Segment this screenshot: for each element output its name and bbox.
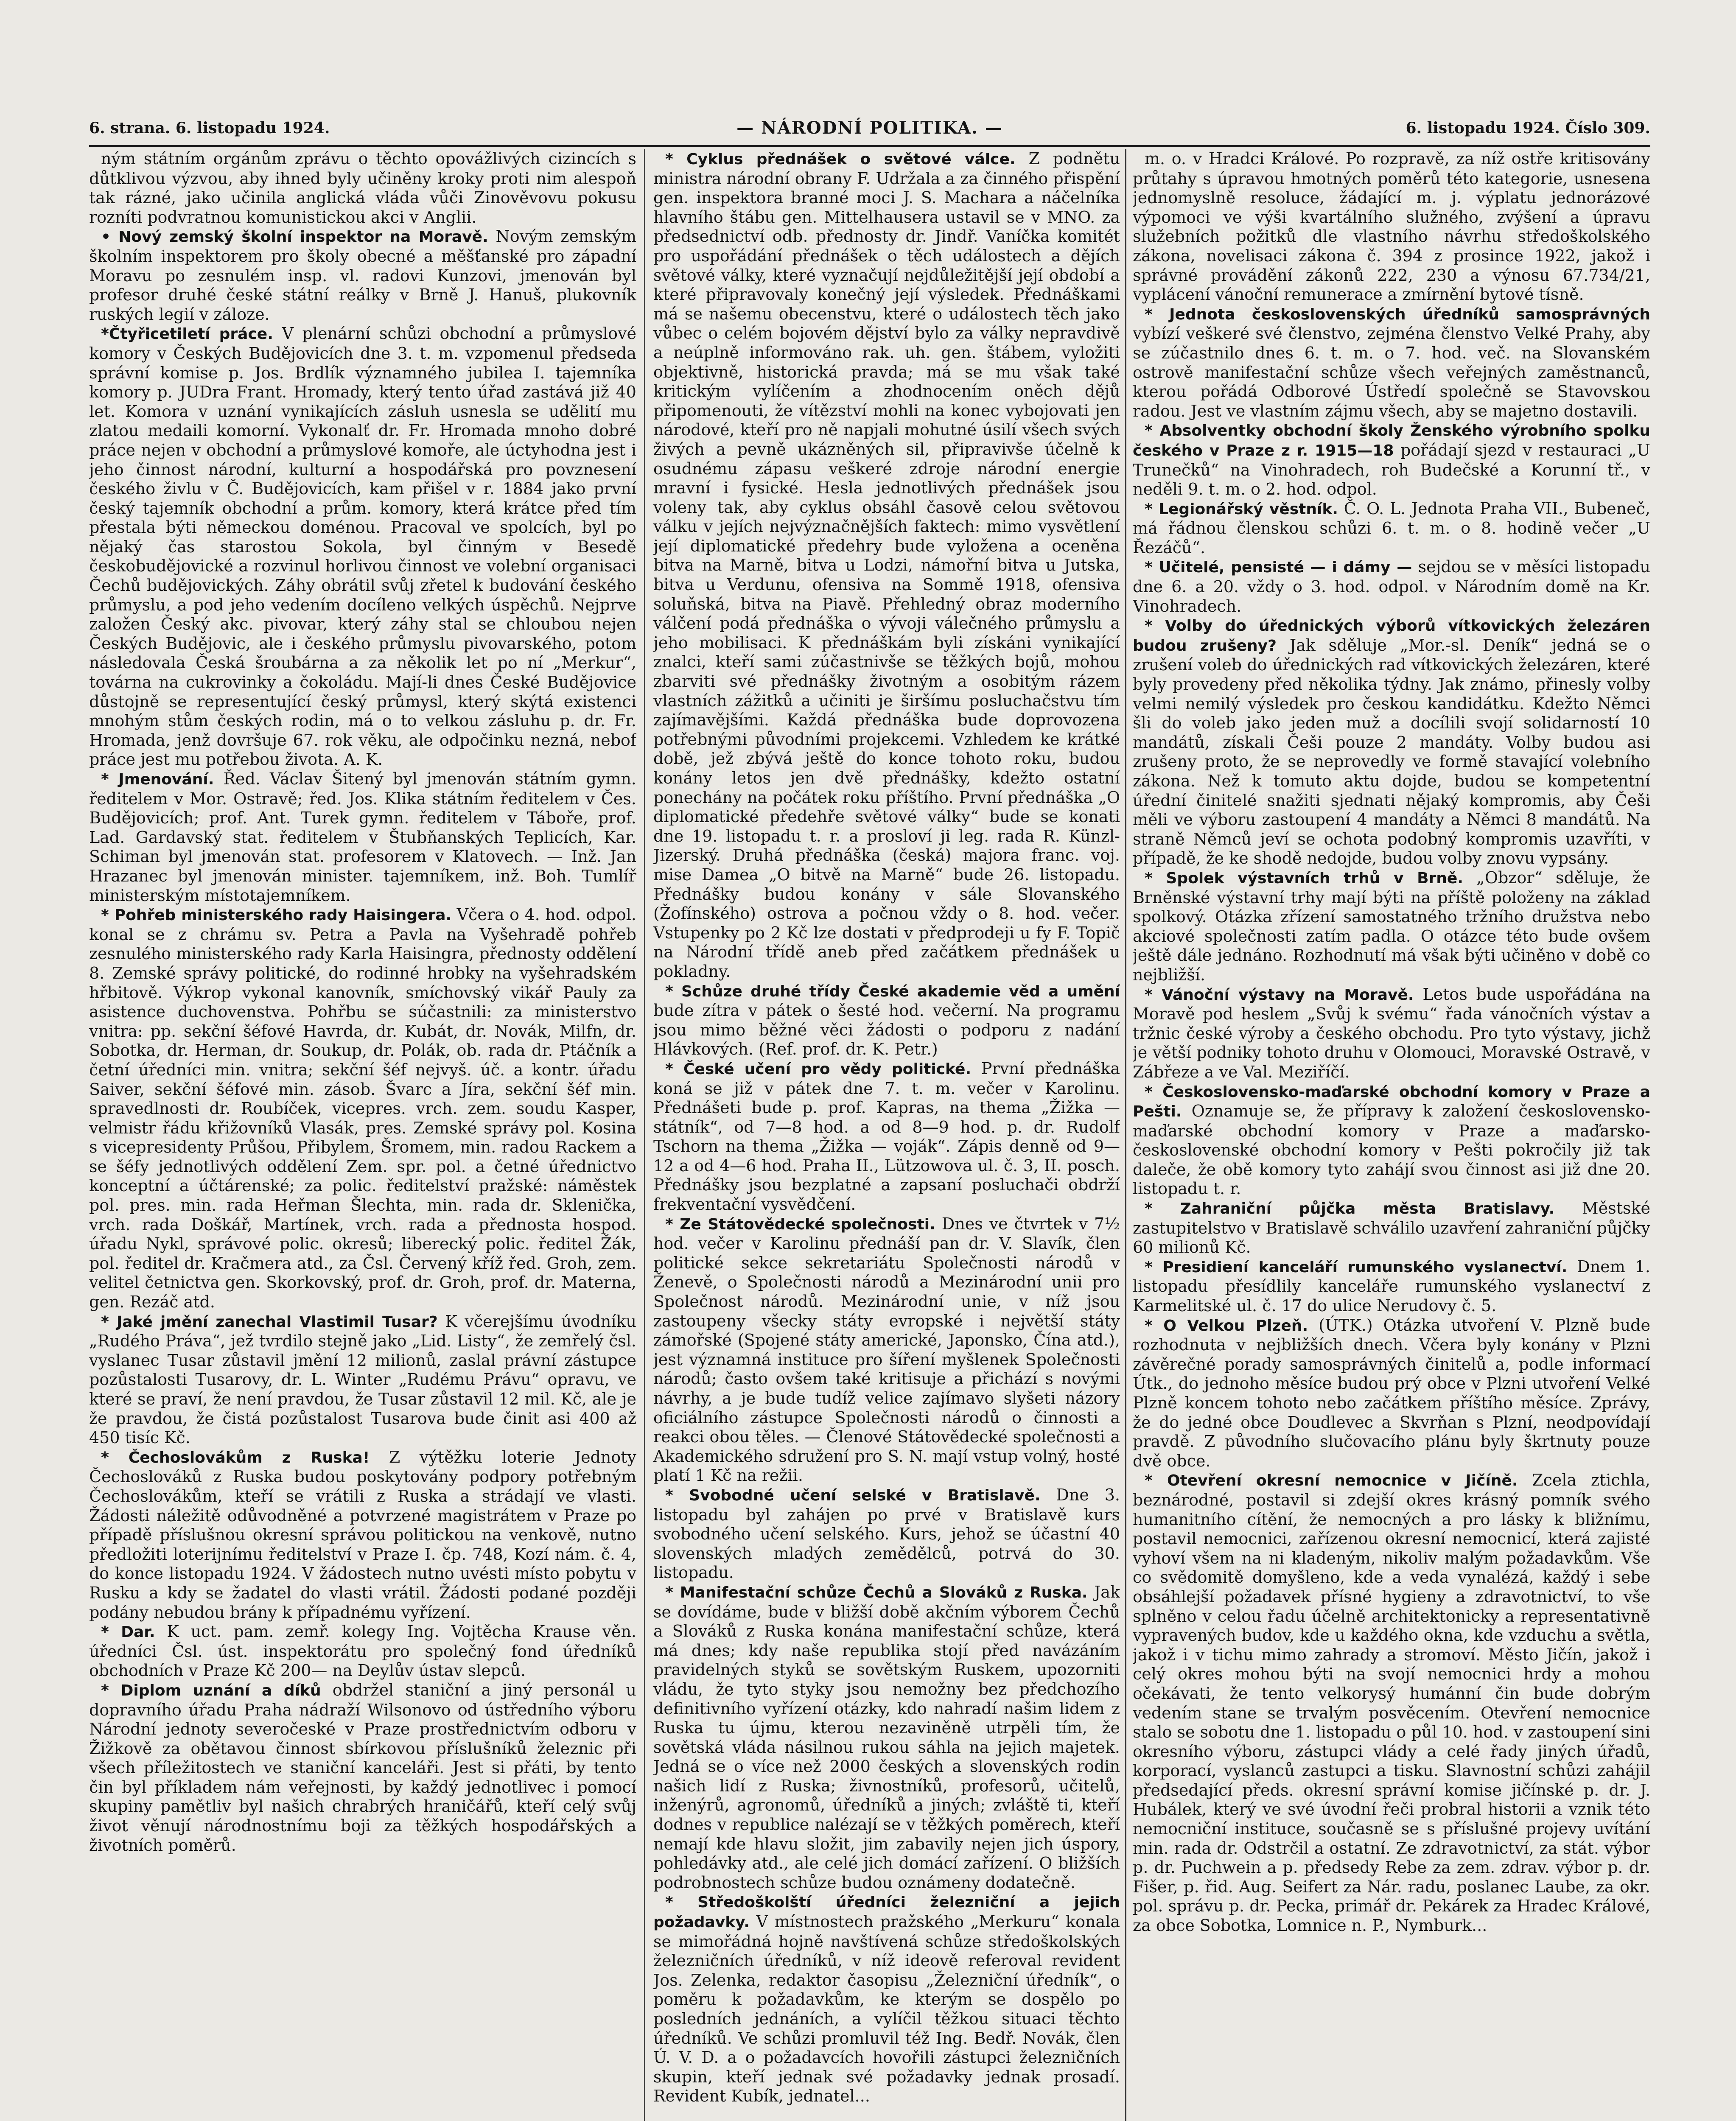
news-item-text: První přednáška koná se již v pátek dne 7. t. m. večer v Karolinu. Přednášeti bude p. prof. Kapras, na thema „Žižka — státník“, od 7—8 hod. a od 8—9 hod. p. dr. Rudolf Tschorn na thema „Žižka — voják“. Zápis denně od 9—12 a od 4—6 hod. Praha II., Lützowova ul. č. 3, II. posch. Přednášky jsou bezplatné a zapsaní posluchači obdrží frekventační vysvědčení. [653, 1059, 1120, 1214]
news-item-text: m. o. v Hradci Králové. Po rozpravě, za níž ostře kritisovány průtahy s úpravou hmotných poměrů této kategorie, usnesena jednomyslně resoluce, žádající m. j. výplatu jednorázové výpomoci ve výši kvartálního služného, zvýšení a úpravu služebních požitků dle vlastního návrhu středoškolského zákona, novelisaci zákona č. 394 z prosince 1922, jakož i správné provádění zákonů 222, 230 a výnosu 67.734/21, vyplácení vánoční remunerace a zmírnění bytové tísně. [1133, 149, 1650, 304]
news-item-headline: * Zahraniční půjčka města Bratislavy. [1145, 1200, 1555, 1218]
news-item-headline: * Legionářský věstník. [1145, 500, 1338, 518]
news-item [653, 1486, 1120, 1583]
news-item-headline: * Středoškolští úředníci železniční a jejich požadavky. [653, 1894, 1120, 1931]
news-item [89, 324, 636, 769]
news-item-text: Dnes ve čtvrtek v 7½ hod. večer v Karolinu přednáší pan dr. V. Slavík, člen politické sekce sekretariátu Společnosti národů v Ženevě, o Společnosti národů a Mezinárodní unii pro Společnost národů. Mezinárodní unie, v níž jsou zastoupeny všecky státy evropské i největší státy zámořské (Spojené státy americké, Japonsko, Čína atd.), jest významná instituce pro šíření myšlenek Společnosti národů; často ovšem také kritisuje a přichází s novými návrhy, a je bude tudíž velice zajímavo slyšeti názory oficiálního zástupce Společnosti národů o činnosti a reakci obou těles. — Členové Státovědecké společnosti a Akademického sdružení pro S. N. mají vstup volný, hosté platí 1 Kč na režii. [653, 1214, 1120, 1485]
news-item [89, 769, 636, 905]
news-item-text: Jak sděluje „Mor.-sl. Deník“ jedná se o zrušení voleb do úřednických rad vítkovických železáren, které byly provedeny před několika týdny. Jak známo, přinesly volby velmi nemilý výsledek pro českou kandidátku. Kdežto Němci šli do voleb jako jeden muž a docílili svojí solidarností 10 mandátů, získali Češi pouze 2 mandáty. Volby budou asi zrušeny proto, že se neprovedly ve formě stavající volebního zákona. Než k tomuto aktu dojde, budou se kompetentní úřední činitelé snažiti sjednati nějaký kompromis, aby Češi měli ve výboru zastoupení 4 mandáty a Němci 8 mandátů. Na straně Němců jeví se ochota podobný kompromis uzavříti, v případě, že ke shodě nedojde, budou volby znovu vypsány. [1133, 635, 1650, 868]
news-item-headline: * Dar. [101, 1623, 155, 1641]
news-item [653, 149, 1120, 982]
news-item-text: (ÚTK.) Otázka utvoření V. Plzně bude rozhodnuta v nejbližších dnech. Včera byly konány v Plzni závěrečné porady samosprávných činitelů a, podle informací Útk., do jednoho měsíce budou prý obce v Plzni utvoření Velké Plzně koncem tohoto nebo začátkem příštího měsíce. Zprávy, že do jedné obce Doudlevec a Skvrňan s Plzní, neodpovídají pravdě. Z původního slučovacího plánu byly škrtnuty pouze dvě obce. [1133, 1315, 1650, 1470]
news-item-text: Městské zastupitelstvo v Bratislavě schválilo uzavření zahraniční půjčky 60 milionů Kč. [1133, 1199, 1650, 1257]
news-item [1133, 305, 1650, 421]
header-issue-info: 6. listopadu 1924. Číslo 309. [1406, 119, 1650, 137]
news-item-text: bude zítra v pátek o šesté hod. večerní. Na programu jsou mimo běžné věci žádosti o podporu z nadání Hlávkových. (Ref. prof. dr. K. Petr.) [653, 1001, 1120, 1059]
news-item [1133, 499, 1650, 558]
news-item-text: ným státním orgánům zprávu o těchto opovážlivých cizincích s důtklivou výzvou, aby ihned byly učiněny kroky proti nim alespoň tak rázné, jako učinila anglická vláda vůči Zinověvovu pokusu rozníti podvratnou komunistickou akci v Anglii. [89, 149, 636, 227]
news-item [1133, 1199, 1650, 1257]
news-item [89, 1448, 636, 1622]
news-item [1133, 149, 1650, 305]
news-item-text: Z výtěžku loterie Jednoty Čechoslováků z Ruska budou poskytovány podpory potřebným Čechoslovákům, kteří se vrátili z Ruska a strádají ve vlasti. Žádosti náležitě odůvodněné a potvrzené magistrátem v Praze po případě příslušnou okresní správou politickou na venkově, nutno předložiti loterijnímu ředitelství v Praze I. čp. 748, Kozí nám. č. 4, do konce listopadu 1924. V žádostech nutno uvésti místo pobytu v Rusku a kdy se žadatel do vlasti vrátil. Žádosti podané později podány nebudou brány k případnému vyřízení. [89, 1447, 636, 1622]
news-item-text: Dnem 1. listopadu přesídlily kanceláře rumunského vyslanectví z Karmelitské ul. č. 17 do ulice Nerudovy č. 5. [1133, 1257, 1650, 1315]
news-item [1133, 616, 1650, 868]
news-item-headline: * České učení pro vědy politické. [665, 1060, 972, 1078]
news-item [1133, 1316, 1650, 1471]
news-item-headline: * Vánoční výstavy na Moravě. [1145, 986, 1414, 1004]
news-item-headline: * Svobodné učení selské v Bratislavě. [665, 1486, 1041, 1504]
news-item-headline: * Presidiení kanceláří rumunského vyslanectví. [1145, 1258, 1568, 1276]
masthead-title: — NÁRODNÍ POLITIKA. — [736, 118, 1003, 138]
news-item [1133, 421, 1650, 499]
news-item-text: V místnostech pražského „Merkuru“ konala se mimořádná hojně navštívená schůze středoškolských železničních úředníků, v níž ideově referoval revident Jos. Zelenka, redaktor časopisu „Železniční úředník“, o poměru k požadavkům, ke kterým se dospělo po posledních jednáních, a vylíčil těžkou situaci těchto úředníků. Ve schůzi promluvil též Ing. Bedř. Novák, člen Ú. V. D. a o požadavcích hovořili zástupci železničních skupin, kteří jednak své požadavky jednak prosadí. Revident Kubík, jednatel... [653, 1912, 1120, 2106]
news-item-text: Jak se dovídáme, bude v bližší době akčním výborem Čechů a Slováků z Ruska konána manifestační schůze, která má dnes; kdy naše republika stojí před navázáním pravidelných styků se sovětským Ruskem, upozorniti vládu, že tyto styky jsou nemožny bez předchozího definitivního vyřízení otázky, kdo nahradí našim lidem z Ruska tu újmu, kterou nezaviněně utrpěli tím, že sovětská vláda násilnou rukou sáhla na jejich majetek. Jedná se o více než 2000 českých a slovenských rodin našich lidí z Ruska; živnostníků, profesorů, učitelů, inženýrů, agronomů, úředníků a jiných; zvláště ti, kteří dodnes v republice nalézají se v těžkých poměrech, kteří nemají kde hlavu složit, jim zabavily nejen jich úspory, pohledávky atd., ale celé jich domácí zařízení. O bližších podrobnostech schůze budou oznámeny dodatečně. [653, 1582, 1120, 1892]
news-item-text: Novým zemským školním inspektorem pro školy obecné a měšťanské pro západní Moravu po zesnulém insp. vl. radovi Kunzovi, jmenován byl profesor druhé české státní reálky v Brně J. Hanuš, plukovník ruských legií v záloze. [89, 227, 636, 324]
news-item-headline: * Pohřeb ministerského rady Haisingera. [101, 907, 452, 924]
news-item [1133, 1257, 1650, 1316]
news-item [89, 1681, 636, 1855]
news-item-text: obdržel staniční a jiný personál u dopravního úřadu Praha nádraží Wilsonovo od ústředního výboru Národní jednoty severočeské v Praze prostřednictvím odboru v Žižkově za obětavou činnost sbírkovou příslušníků železnic při všech příležitostech ve staniční kanceláři. Jest si přáti, by tento čin byl příkladem nám veřejnosti, by každý jednotlivec i pomocí skupiny pamětliv byl našich chrabrých hraničářů, kteří celý svůj život věnují národnostnímu boji za těžkých hospodářských a životních poměrů. [89, 1680, 636, 1855]
news-item [653, 982, 1120, 1059]
news-item-headline: * Ze Státovědecké společnosti. [665, 1215, 935, 1233]
news-item-headline: * Jednota československých úředníků samosprávných [1145, 305, 1650, 323]
news-item [1133, 868, 1650, 985]
news-item [653, 1214, 1120, 1486]
news-item-text: K včerejšímu úvodníku „Rudého Práva“, jež tvrdilo stejně jako „Lid. Listy“, že zemřelý čsl. vyslanec Tusar zůstavil jmění 12 milionů, zaslal právní zástupce pozůstalosti Tusarovy, dr. L. Winter „Rudému Právu“ opravu, ve které se praví, že není pravdou, že Tusar zůstavil 12 mil. Kč, ale je že pravdou, že čistá pozůstalost Tusarova bude činit asi 400 až 450 tisíc Kč. [89, 1312, 636, 1447]
news-item-text: Řed. Václav Šitený byl jmenován státním gymn. ředitelem v Mor. Ostravě; řed. Jos. Klika státním ředitelem v Čes. Budějovicích; prof. Ant. Turek gymn. ředitelem v Táboře, prof. Lad. Gardavský stat. ředitelem v Štubňanských Teplicích, Kar. Schiman byl jmenován stat. profesorem v Klatovech. — Inž. Jan Hrazanec byl jmenován minister. tajemníkem, inž. Boh. Tumlíř ministerským místotajemníkem. [89, 769, 636, 905]
news-item [653, 1059, 1120, 1214]
news-item [89, 1312, 636, 1448]
news-item-text: „Obzor“ sděluje, že Brněnské výstavní trhy mají býti na příště položeny na základ spolkový. Otázka zřízení samostatného tržního družstva nebo akciové společnosti zatím padla. O otázce této bude ovšem ještě dále jednáno. Rozhodnutí má však býti učiněno v době co nejbližší. [1133, 868, 1650, 984]
news-item-text: Zcela ztichla, beznárodné, postavil si zdejší okres krásný pomník svého humanitního cítění, že nemocných a pro lásky k bližnímu, postavil nemocnici, zařízenou okresní nemocnicí, která zajisté vyhoví všem na ni kladeným, nikoliv malým požadavkům. Vše co svědomitě domyšleno, kde a veda vynalézá, každý i sebe obsáhlejší požadavek přísné hygieny a zdravotnictví, to vše splněno v celou řadu účelně architektonicky a representativně vypravených budov, kde u každého okna, kde vzduchu a světla, jakož i v tichu mimo zahrady a stromoví. Město Jičín, jakož i celý okres mohou býti na svojí nemocnici hrdy a mohou očekávati, že tento velkorysý humánní čin bude dobrým vedením stane se trvalým posvěcením. Otevření nemocnice stalo se sobotu dne 1. listopadu o půl 10. hod. v zastoupení sini okresního výboru, zástupci vlády a celé řady jiných úřadů, korporací, vyslanců zastupci a tisku. Slavnostní schůzi zahájil předsedající předs. okresní správní komise jičínské p. dr. J. Hubálek, který ve své úvodní řeči probral historii a vznik této nemocniční instituce, současně se s příslušné projevy uvítání min. rada dr. Odstrčil a ostatní. Ze zdravotnictví, za stát. výbor p. dr. Puchwein a p. předsedy Rebe za zem. zdrav. výbor p. dr. Fišer, p. řid. Aug. Seifert za Nár. radu, poslanec Laube, za okr. pol. správu p. dr. Pecka, primář dr. Pekárek za Hradec Králové, za obce Sobotka, Lomnice n. P., Nymburk... [1133, 1471, 1650, 1935]
news-item-text: Č. O. L. Jednota Praha VII., Bubeneč, má řádnou členskou schůzi 6. t. m. o 8. hodině večer „U Řezáčů“. [1133, 499, 1650, 557]
news-item-headline: * Československo-maďarské obchodní komory v Praze a Pešti. [1133, 1083, 1650, 1121]
news-item-text: Z podnětu ministra národní obrany F. Udržala a za činného přispění gen. inspektora branné moci J. S. Machara a náčelníka hlavního štábu gen. Mittelhausera ustavil se v MNO. za předsednictví odb. přednosty dr. Jindř. Vaníčka komitét pro uspořádání přednášek o těch událostech a dějích světové války, které vyznačují nejdůležitější její období a které připravovaly konečný její výsledek. Přednáškami má se našemu obecenstvu, které o událostech těch jako vůbec o celém bojovém dějství bylo za války nepravdivě a neúplně informováno rak. uh. gen. štábem, vyložiti objektivně, historická pravda; má se mu však také kritickým vylíčením a zhodnocením oněch dějů připomenouti, že vítězství mohli na konec vybojovati jen národové, kteří pro ně napjali mohutné úsilí všech svých živých a pevně ukázněných sil, připravivše účelně k osudnému zápasu veškeré zdroje národní energie mravní i fysické. Hesla jednotlivých přednášek jsou voleny tak, aby cyklus obsáhl časově celou světovou válku v jejích nejvýznačnějších faktech: mimo vysvětlení její diplomatické předehry bude vyložena a oceněna bitva na Marně, bitva u Lodzi, námořní bitva u Jutska, bitva u Verdunu, ofensiva na Sommě 1918, ofensiva soluňská, bitva na Piavě. Přehledný obraz moderního válčení podá přednáška o vývoji válečného průmyslu a jeho mobilisaci. K přednáškám byli získáni vynikající znalci, kteří sami zúčastnivše se těžkých bojů, mohou zbarviti své přednášky životným a osobitým rázem vlastních zážitků a učiniti je širšímu posluchačstvu tím zajímavějšími. Každá přednáška bude doprovozena potřebnými původními projekcemi. Vzhledem ke krátké době, jež zbývá ještě do konce tohoto roku, budou konány letos jen dvě přednášky, kdežto ostatní ponechány na počátek roku příštího. První přednáška „O diplomatické předehře světové války“ bude se konati dne 19. listopadu t. r. a prosloví ji leg. rada R. Künzl-Jizerský. Druhá přednáška (česká) majora franc. voj. mise Damea „O bitvě na Marně“ bude 26. listopadu. Přednášky budou konány v sále Slovanského (Žofínského) ostrova a počnou vždy o 8. hod. večer. Vstupenky po 2 Kč lze dostati v předprodeji u fy F. Topič na Národní třídě aneb před začátkem přednášek u pokladny. [653, 149, 1120, 981]
news-item-headline: * Absolventky obchodní školy Ženského výrobního spolku českého v Praze z r. 1915—18 [1133, 422, 1650, 459]
news-item-text: sejdou se v měsíci listopadu dne 6. a 20. vždy o 3. hod. odpol. v Národním domě na Kr. Vinohradech. [1133, 557, 1650, 616]
news-item-text: Dne 3. listopadu byl zahájen po prvé v Bratislavě kurs svobodného učení selského. Kurs, jehož se účastní 40 slovenských mladých zemědělců, potrvá do 30. listopadu. [653, 1485, 1120, 1582]
news-item [89, 149, 636, 227]
news-item-headline: * O Velkou Plzeň. [1145, 1317, 1308, 1335]
news-item-text: pořádají sjezd v restauraci „U Trunečků“ na Vinohradech, roh Budečské a Korunní tř., v neděli 9. t. m. o 2. hod. odpol. [1133, 440, 1650, 499]
news-item [1133, 557, 1650, 616]
news-item [89, 227, 636, 324]
column-2 [653, 149, 1120, 2121]
news-item-headline: * Čechoslovákům z Ruska! [101, 1449, 370, 1466]
news-item-headline: * Otevření okresní nemocnice v Jičíně. [1145, 1472, 1518, 1490]
news-item-headline: *Čtyřicetiletí práce. [101, 325, 273, 343]
news-item [1133, 1471, 1650, 1935]
news-item [89, 905, 636, 1312]
column-1 [89, 149, 636, 2121]
news-item-headline: * Volby do úřednických výborů vítkovických železáren budou zrušeny? [1133, 617, 1650, 655]
news-item-headline: * Cyklus přednášek o světové válce. [665, 151, 1016, 168]
news-item-headline: * Diplom uznání a díků [101, 1682, 321, 1699]
news-item-headline: * Jaké jmění zanechal Vlastimil Tusar? [101, 1313, 438, 1331]
news-item-headline: * Manifestační schůze Čechů a Slováků z Ruska. [665, 1584, 1088, 1601]
column-divider [644, 149, 645, 2121]
news-item [1133, 985, 1650, 1082]
page-header [89, 111, 1650, 147]
news-item-headline: * Učitelé, pensisté — i dámy — [1145, 559, 1412, 576]
news-item-headline: • Nový zemský školní inspektor na Moravě. [101, 228, 488, 246]
column-divider [1125, 149, 1126, 2121]
news-item [1133, 1082, 1650, 1199]
news-item-text: Včera o 4. hod. odpol. konal se z chrámu sv. Petra a Pavla na Vyšehradě pohřeb zesnulého ministerského rady Karla Haisingra, přednosty oddělení 8. Zemské správy politické, do rodinné hrobky na vyšehradském hřbitově. Výkrop vykonal kanovník, smíchovský vikář Pauly za asistence duchovenstva. Pohřbu se súčastnili: za ministerstvo vnitra: pp. sekční šéfové Havrda, dr. Kubát, dr. Novák, Milfn, dr. Sobotka, dr. Herman, dr. Soukup, dr. Polák, ob. rada dr. Ptáčník a četní úředníci min. vnitra; sekční šéf nejvyš. úč. a kontr. úřadu Saiver, sekční šéfové min. zásob. Švarc a Jíra, sekční šéf min. spravedlnosti dr. Roubíček, vicepres. vrch. zem. soudu Kasper, velmistr řádu křižovníků Vlasák, pres. Zemské správy pol. Kosina s vicepresidenty Průšou, Přibylem, Šromem, min. radou Rackem a se šéfy jednotlivých oddělení Zem. spr. pol. a četné úřednictvo konceptní a účtárenské; za polic. ředitelství pražské: náměstek pol. pres. min. rada Heřman Šlechta, min. rada dr. Sklenička, vrch. rada Doškář, Martínek, vrch. rada a přednosta hospod. úřadu Nykl, správové polic. okresů; liberecký polic. ředitel Žák, pol. ředitel dr. Kračmera atd., za Čsl. Červený kříž řed. Groh, zem. velitel četnictva gen. Skorkovský, prof. dr. Groh, prof. dr. Materna, gen. Rezáč atd. [89, 905, 636, 1312]
news-item-headline: * Jmenování. [101, 771, 214, 788]
news-item-text: vybízí veškeré své členstvo, zejména členstvo Velké Prahy, aby se zúčastnilo dnes 6. t. m. o 7. hod. več. na Slovanském ostrově manifestační schůze všech veřejných zaměstnanců, kterou pořádá Odborové Ústředí společně se Stavovskou radou. Jest ve vlastním zájmu všech, aby se majetno dostavili. [1133, 324, 1650, 420]
news-item-headline: * Spolek výstavních trhů v Brně. [1145, 869, 1463, 887]
news-item [653, 1583, 1120, 1893]
news-item-text: K uct. pam. zemř. kolegy Ing. Vojtěcha Krause věn. úředníci Čsl. úst. inspektorátu pro společný fond úředníků obchodních v Praze Kč 200— na Deylův ústav slepců. [89, 1622, 636, 1680]
header-page-info: 6. strana. 6. listopadu 1924. [89, 119, 330, 137]
news-item-text: Letos bude uspořádána na Moravě pod heslem „Svůj k svému“ řada vánočních výstav a tržnic české výroby a českého obchodu. Pro tyto výstavy, jichž je větší podniky tohoto druhu v Olomouci, Moravské Ostravě, v Zábřeze a ve Val. Meziříčí. [1133, 985, 1650, 1081]
news-item [653, 1892, 1120, 2106]
column-3 [1133, 149, 1650, 2121]
news-item-text: V plenární schůzi obchodní a průmyslové komory v Českých Budějovicích dne 3. t. m. vzpomenul předseda správní komise p. Jos. Brdlík významného jubilea I. tajemníka komory p. JUDra Frant. Hromady, který tento úřad zastává již 40 let. Komora v uznání vynikajících zásluh usnesla se udělití mu zlatou medaili komorní. Vykonalť dr. Fr. Hromada mnoho dobré práce nejen v obchodní a průmyslové komoře, ale úctyhodna jest i jeho činnost národní, kulturní a hospodářská pro povznesení českého živlu v Č. Budějovicích, kam přišel v r. 1884 jako první český tajemník obchodní a prům. komory, která krátce před tím přestala býti německou doménou. Pracoval ve spolcích, byl po nějaký čas starostou Sokola, byl činným v Besedě českobudějovické a rozvinul horlivou činnost ve volební organisaci Čechů budějovických. Záhy obrátil svůj zřetel k budování českého průmyslu, a pod jeho vedením docíleno velkých úspěchů. Nejprve založen Český akc. pivovar, který záhy stal se chloubou nejen Českých Budějovic, ale i českého průmyslu pivovarského, potom následovala Česká šroubárna a za několik let po ní „Merkur“, továrna na cukrovinky a čokoládu. Mají-li dnes České Budějovice důstojně se representující český průmysl, který skýtá existenci mnohým stům českých rodin, má o to velkou zásluhu p. dr. Fr. Hromada, jenž dovršuje 67. rok věku, ale odpočinku nezná, nebof práce jest mu potřebou života. A. K. [89, 324, 636, 769]
news-item-text: Oznamuje se, že přípravy k založení československo-maďarské obchodní komory v Praze a maďarsko-československé obchodní komory v Pešti pokročily již tak daleče, že obě komory tyto zahájí svou činnost asi již dne 20. listopadu t. r. [1133, 1102, 1650, 1198]
news-item-headline: * Schůze druhé třídy České akademie věd a umění [665, 982, 1120, 1000]
news-item [89, 1622, 636, 1681]
